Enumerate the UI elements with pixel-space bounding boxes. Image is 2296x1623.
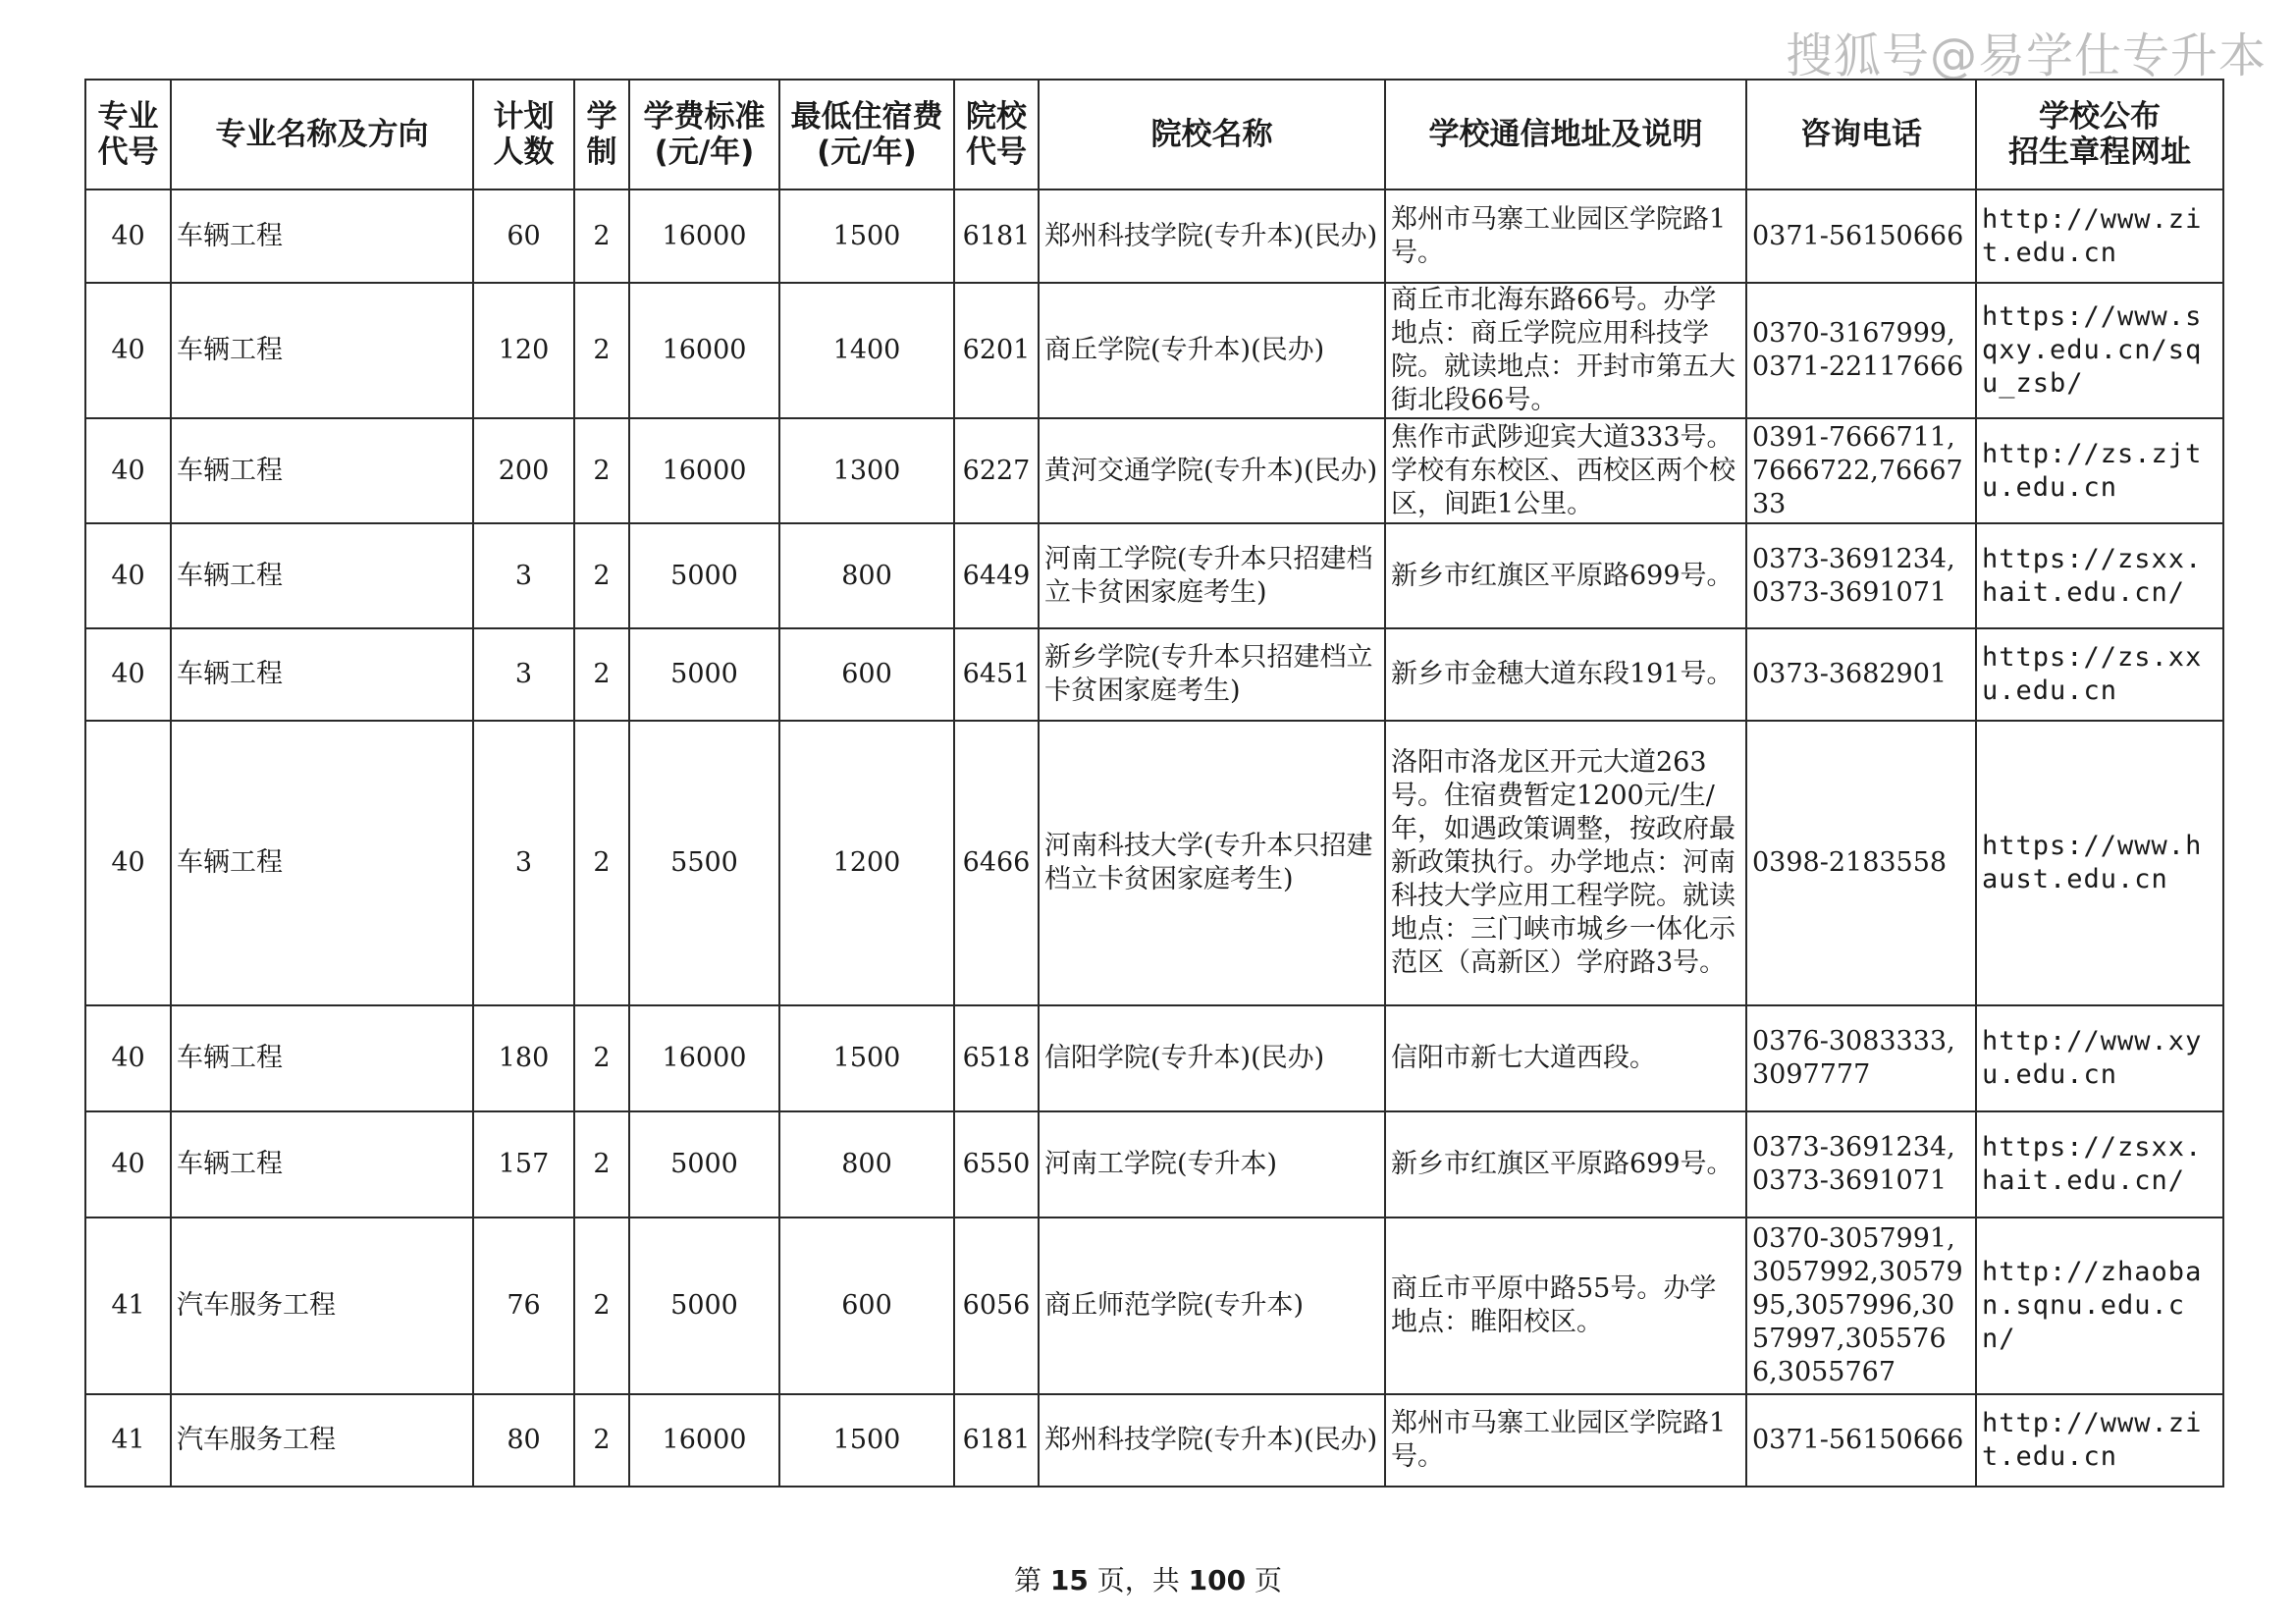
school-code-cell: 6227 xyxy=(954,418,1039,523)
plan-count-cell: 157 xyxy=(473,1111,574,1217)
tuition-cell: 5000 xyxy=(629,523,779,628)
website-url-cell[interactable]: http://zhaoban.sqnu.edu.cn/ xyxy=(1976,1217,2223,1394)
school-code-cell: 6181 xyxy=(954,1394,1039,1487)
tuition-cell: 5000 xyxy=(629,1111,779,1217)
major-name-cell: 车辆工程 xyxy=(171,1111,473,1217)
major-name-cell: 汽车服务工程 xyxy=(171,1394,473,1487)
major-code-cell: 41 xyxy=(85,1394,171,1487)
major-code-cell: 40 xyxy=(85,418,171,523)
website-url-cell[interactable]: https://zs.xxu.edu.cn xyxy=(1976,628,2223,721)
major-code-cell: 40 xyxy=(85,189,171,283)
plan-count-cell: 60 xyxy=(473,189,574,283)
school-code-cell: 6550 xyxy=(954,1111,1039,1217)
website-url-cell[interactable]: http://www.zit.edu.cn xyxy=(1976,189,2223,283)
major-code-cell: 41 xyxy=(85,1217,171,1394)
plan-count-cell: 3 xyxy=(473,523,574,628)
page-footer xyxy=(0,1559,2296,1598)
website-url-cell[interactable]: http://zs.zjtu.edu.cn xyxy=(1976,418,2223,523)
school-code-cell: 6466 xyxy=(954,721,1039,1005)
footer-prefix: 第 xyxy=(1013,1564,1041,1596)
dorm-fee-cell: 1500 xyxy=(779,1394,954,1487)
dorm-fee-cell: 1300 xyxy=(779,418,954,523)
table-row xyxy=(85,1005,2223,1111)
tuition-cell: 5000 xyxy=(629,628,779,721)
major-name-cell: 车辆工程 xyxy=(171,628,473,721)
major-name-cell: 车辆工程 xyxy=(171,189,473,283)
years-cell: 2 xyxy=(574,189,629,283)
major-code-cell: 40 xyxy=(85,1005,171,1111)
years-cell: 2 xyxy=(574,283,629,418)
website-url-cell[interactable]: https://www.sqxy.edu.cn/squ_zsb/ xyxy=(1976,283,2223,418)
table-row xyxy=(85,1111,2223,1217)
address-cell: 新乡市红旗区平原路699号。 xyxy=(1385,1111,1746,1217)
tuition-cell: 16000 xyxy=(629,418,779,523)
years-cell: 2 xyxy=(574,1394,629,1487)
school-name-cell: 商丘学院(专升本)(民办) xyxy=(1039,283,1385,418)
phone-cell: 0398-2183558 xyxy=(1746,721,1976,1005)
dorm-fee-cell: 1500 xyxy=(779,1005,954,1111)
website-url-cell[interactable]: https://zsxx.hait.edu.cn/ xyxy=(1976,1111,2223,1217)
years-cell: 2 xyxy=(574,1005,629,1111)
table-row xyxy=(85,283,2223,418)
dorm-fee-cell: 600 xyxy=(779,1217,954,1394)
phone-cell: 0371-56150666 xyxy=(1746,1394,1976,1487)
total-page-count: 100 xyxy=(1188,1564,1247,1596)
tuition-cell: 5500 xyxy=(629,721,779,1005)
school-name-cell: 郑州科技学院(专升本)(民办) xyxy=(1039,189,1385,283)
major-code-cell: 40 xyxy=(85,1111,171,1217)
plan-count-cell: 180 xyxy=(473,1005,574,1111)
tuition-cell: 16000 xyxy=(629,1005,779,1111)
address-cell: 新乡市红旗区平原路699号。 xyxy=(1385,523,1746,628)
school-code-cell: 6056 xyxy=(954,1217,1039,1394)
school-code-cell: 6449 xyxy=(954,523,1039,628)
header-cell: 院校 代号 xyxy=(954,80,1039,189)
school-name-cell: 河南工学院(专升本只招建档立卡贫困家庭考生) xyxy=(1039,523,1385,628)
plan-count-cell: 3 xyxy=(473,628,574,721)
table-row xyxy=(85,1394,2223,1487)
watermark: 搜狐号@易学仕专升本 xyxy=(1785,28,2267,83)
school-name-cell: 郑州科技学院(专升本)(民办) xyxy=(1039,1394,1385,1487)
major-name-cell: 车辆工程 xyxy=(171,1005,473,1111)
tuition-cell: 16000 xyxy=(629,1394,779,1487)
header-row xyxy=(85,80,2223,189)
address-cell: 信阳市新七大道西段。 xyxy=(1385,1005,1746,1111)
plan-count-cell: 200 xyxy=(473,418,574,523)
phone-cell: 0373-3691234,0373-3691071 xyxy=(1746,523,1976,628)
phone-cell: 0370-3167999,0371-22117666 xyxy=(1746,283,1976,418)
header-cell: 院校名称 xyxy=(1039,80,1385,189)
address-cell: 焦作市武陟迎宾大道333号。学校有东校区、西校区两个校区，间距1公里。 xyxy=(1385,418,1746,523)
major-name-cell: 车辆工程 xyxy=(171,523,473,628)
header-cell: 学校通信地址及说明 xyxy=(1385,80,1746,189)
phone-cell: 0373-3682901 xyxy=(1746,628,1976,721)
enrollment-table xyxy=(84,79,2224,1488)
phone-cell: 0371-56150666 xyxy=(1746,189,1976,283)
address-cell: 商丘市北海东路66号。办学地点：商丘学院应用科技学院。就读地点：开封市第五大街北段66号。 xyxy=(1385,283,1746,418)
table-row xyxy=(85,189,2223,283)
school-code-cell: 6181 xyxy=(954,189,1039,283)
website-url-cell[interactable]: http://www.zit.edu.cn xyxy=(1976,1394,2223,1487)
years-cell: 2 xyxy=(574,1111,629,1217)
tuition-cell: 16000 xyxy=(629,283,779,418)
address-cell: 洛阳市洛龙区开元大道263号。住宿费暂定1200元/生/年，如遇政策调整，按政府最新政策执行。办学地点：河南科技大学应用工程学院。就读地点：三门峡市城乡一体化示范区（高新区）学府路3号。 xyxy=(1385,721,1746,1005)
table-row xyxy=(85,721,2223,1005)
tuition-cell: 16000 xyxy=(629,189,779,283)
header-cell: 咨询电话 xyxy=(1746,80,1976,189)
plan-count-cell: 3 xyxy=(473,721,574,1005)
plan-count-cell: 120 xyxy=(473,283,574,418)
current-page-number: 15 xyxy=(1049,1564,1089,1596)
header-cell: 学校公布 招生章程网址 xyxy=(1976,80,2223,189)
school-code-cell: 6451 xyxy=(954,628,1039,721)
header-cell: 最低住宿费 (元/年) xyxy=(779,80,954,189)
footer-middle: 页，共 xyxy=(1096,1564,1180,1596)
school-name-cell: 河南工学院(专升本) xyxy=(1039,1111,1385,1217)
school-code-cell: 6518 xyxy=(954,1005,1039,1111)
years-cell: 2 xyxy=(574,1217,629,1394)
dorm-fee-cell: 1400 xyxy=(779,283,954,418)
address-cell: 新乡市金穗大道东段191号。 xyxy=(1385,628,1746,721)
address-cell: 商丘市平原中路55号。办学地点：睢阳校区。 xyxy=(1385,1217,1746,1394)
phone-cell: 0391-7666711,7666722,7666733 xyxy=(1746,418,1976,523)
school-name-cell: 信阳学院(专升本)(民办) xyxy=(1039,1005,1385,1111)
major-name-cell: 车辆工程 xyxy=(171,721,473,1005)
plan-count-cell: 80 xyxy=(473,1394,574,1487)
school-name-cell: 商丘师范学院(专升本) xyxy=(1039,1217,1385,1394)
website-url-cell[interactable]: https://zsxx.hait.edu.cn/ xyxy=(1976,523,2223,628)
school-name-cell: 黄河交通学院(专升本)(民办) xyxy=(1039,418,1385,523)
phone-cell: 0373-3691234,0373-3691071 xyxy=(1746,1111,1976,1217)
tuition-cell: 5000 xyxy=(629,1217,779,1394)
major-code-cell: 40 xyxy=(85,523,171,628)
major-code-cell: 40 xyxy=(85,283,171,418)
table-row xyxy=(85,1217,2223,1394)
dorm-fee-cell: 1200 xyxy=(779,721,954,1005)
table-row xyxy=(85,523,2223,628)
dorm-fee-cell: 600 xyxy=(779,628,954,721)
school-name-cell: 河南科技大学(专升本只招建档立卡贫困家庭考生) xyxy=(1039,721,1385,1005)
header-cell: 专业名称及方向 xyxy=(171,80,473,189)
years-cell: 2 xyxy=(574,523,629,628)
website-url-cell[interactable]: http://www.xyu.edu.cn xyxy=(1976,1005,2223,1111)
address-cell: 郑州市马寨工业园区学院路1号。 xyxy=(1385,1394,1746,1487)
header-cell: 专业 代号 xyxy=(85,80,171,189)
header-cell: 计划 人数 xyxy=(473,80,574,189)
major-name-cell: 汽车服务工程 xyxy=(171,1217,473,1394)
years-cell: 2 xyxy=(574,721,629,1005)
phone-cell: 0376-3083333,3097777 xyxy=(1746,1005,1976,1111)
years-cell: 2 xyxy=(574,418,629,523)
major-code-cell: 40 xyxy=(85,721,171,1005)
plan-count-cell: 76 xyxy=(473,1217,574,1394)
school-name-cell: 新乡学院(专升本只招建档立卡贫困家庭考生) xyxy=(1039,628,1385,721)
years-cell: 2 xyxy=(574,628,629,721)
major-code-cell: 40 xyxy=(85,628,171,721)
header-cell: 学 制 xyxy=(574,80,629,189)
dorm-fee-cell: 800 xyxy=(779,523,954,628)
dorm-fee-cell: 1500 xyxy=(779,189,954,283)
major-name-cell: 车辆工程 xyxy=(171,283,473,418)
table-row xyxy=(85,418,2223,523)
dorm-fee-cell: 800 xyxy=(779,1111,954,1217)
address-cell: 郑州市马寨工业园区学院路1号。 xyxy=(1385,189,1746,283)
header-cell: 学费标准 (元/年) xyxy=(629,80,779,189)
table-row xyxy=(85,628,2223,721)
phone-cell: 0370-3057991,3057992,3057995,3057996,3057997,3055766,3055767 xyxy=(1746,1217,1976,1394)
school-code-cell: 6201 xyxy=(954,283,1039,418)
footer-suffix: 页 xyxy=(1255,1564,1283,1596)
website-url-cell[interactable]: https://www.haust.edu.cn xyxy=(1976,721,2223,1005)
major-name-cell: 车辆工程 xyxy=(171,418,473,523)
